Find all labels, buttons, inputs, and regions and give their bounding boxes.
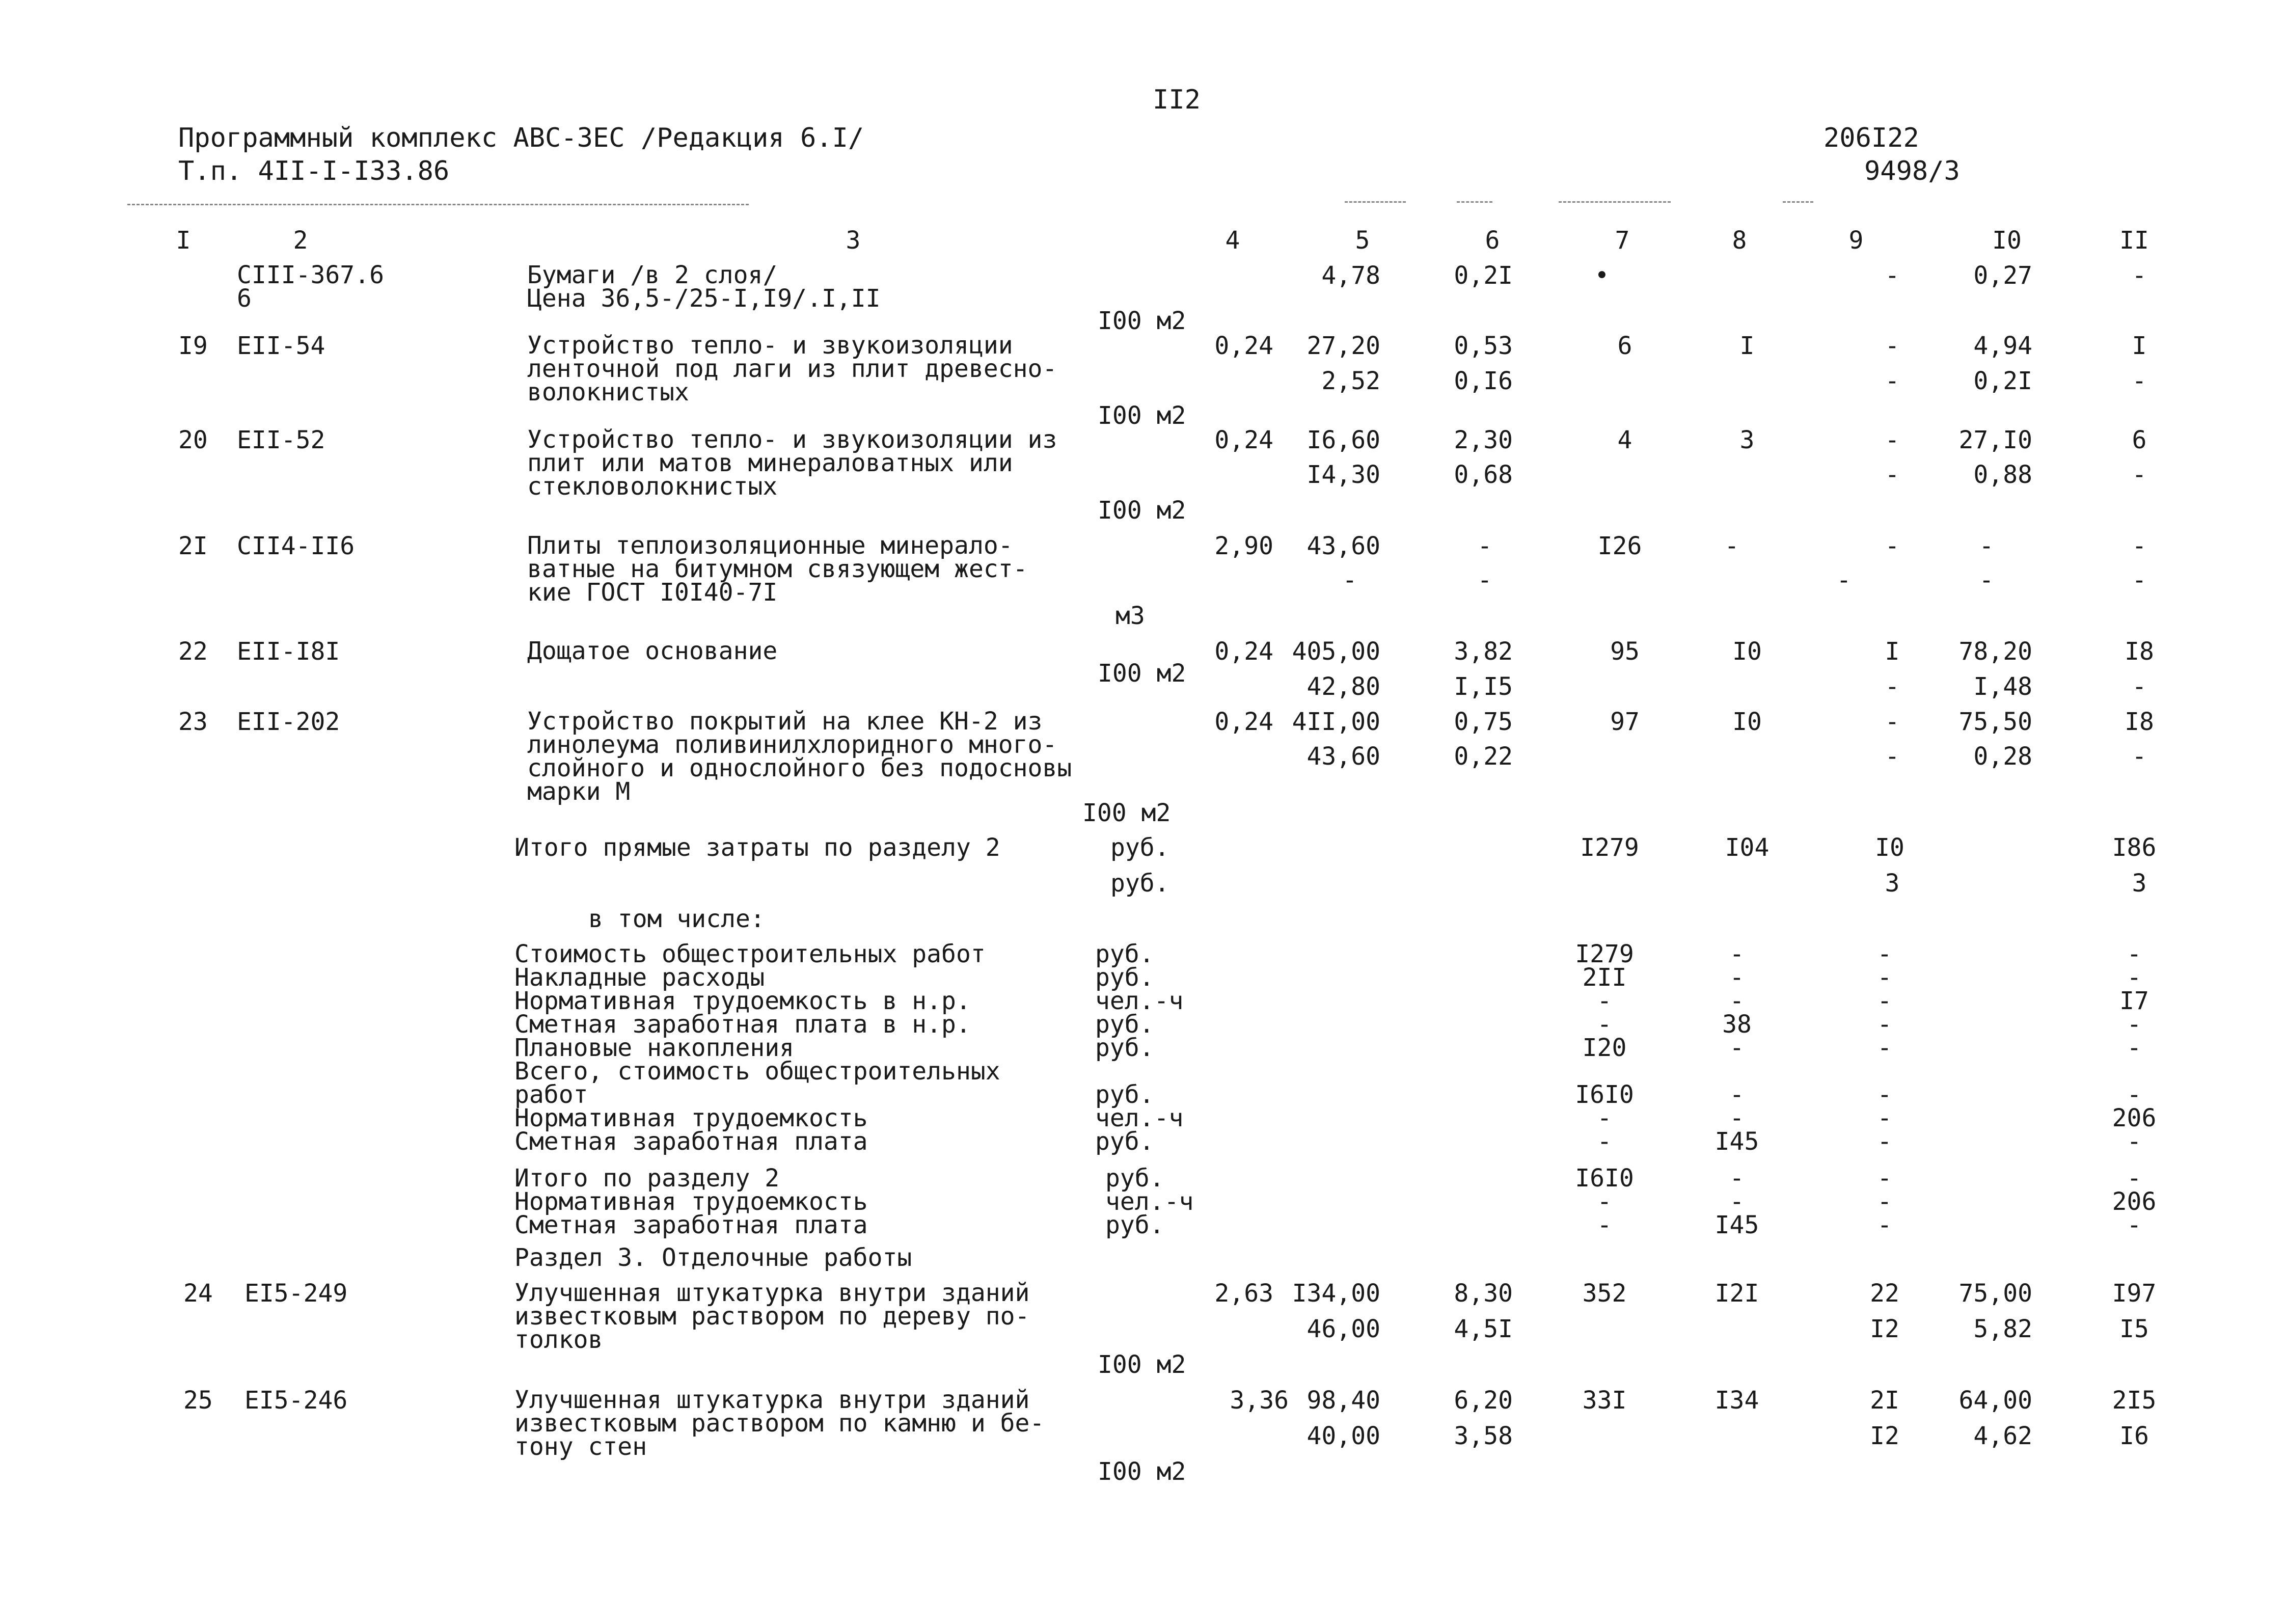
row-number: 23 xyxy=(178,708,208,736)
cell-col8: I xyxy=(1739,332,1755,360)
column-header: I0 xyxy=(1992,226,2022,255)
program-title: Программный комплекс АВС-3ЕС /Редакция 6.I/ xyxy=(178,123,864,153)
cell-col9: I2 xyxy=(1870,1422,1899,1450)
header-divider xyxy=(1345,201,1406,203)
cell-col11: - xyxy=(2132,461,2147,489)
cell-col11: - xyxy=(2132,742,2147,771)
cell-col11: I xyxy=(2132,332,2147,360)
row-code: СII4-II6 xyxy=(237,532,355,560)
row-description: Устройство покрытий на клее КН-2 из линолеума поливинилхлоридного много- слойного и однослойного без подосновы марки М xyxy=(527,707,1072,806)
itogo-col11: 3 xyxy=(2132,869,2147,898)
row-unit: I00 м2 xyxy=(1098,1457,1186,1486)
cell-col7: 4 xyxy=(1617,426,1632,454)
cell-col7: 352 xyxy=(1582,1279,1627,1308)
cell-col9: - xyxy=(1885,708,1900,736)
cell-col9: - xyxy=(1885,332,1900,360)
cell-col9: 22 xyxy=(1870,1279,1899,1308)
cell-col10: 27,I0 xyxy=(1958,426,2032,454)
cell-col11: 2I5 xyxy=(2112,1386,2157,1415)
razdel-col11: - 206 - xyxy=(2112,1164,2157,1239)
breakdown-col7: I279 2II - - I20 xyxy=(1575,940,1634,1062)
row-code: ЕII-54 xyxy=(237,332,325,360)
cell-col9: I2 xyxy=(1870,1315,1899,1343)
vsego-col8: - - I45 xyxy=(1715,1080,1759,1156)
cell-col10: 0,2I xyxy=(1973,367,2032,395)
cell-col4: 2,63 xyxy=(1214,1279,1273,1308)
row-number: 20 xyxy=(178,426,208,454)
document-code: 206I22 xyxy=(1824,123,1919,153)
cell-col9: 2I xyxy=(1870,1386,1899,1415)
itogo-col11: I86 xyxy=(2112,833,2157,862)
cell-col8: I0 xyxy=(1732,708,1762,736)
row-description: Плиты теплоизоляционные минерало- ватные на битумном связующем жест- кие ГОСТ I0I40-7I xyxy=(527,531,1028,607)
cell-col9: - xyxy=(1885,261,1900,290)
cell-col5: 4,78 xyxy=(1321,261,1380,290)
cell-col6: 3,58 xyxy=(1454,1422,1513,1450)
razdel-col7: I6I0 - - xyxy=(1575,1164,1634,1239)
row-description: Дощатое основание xyxy=(527,637,778,665)
razdel-labels: Итого по разделу 2 Нормативная трудоемкость Сметная заработная плата xyxy=(514,1164,868,1239)
row-code: СIII-367.6 6 xyxy=(237,261,384,313)
row-code: ЕI5-246 xyxy=(244,1386,348,1415)
cell-col11: - xyxy=(2132,532,2147,560)
cell-col10: 4,62 xyxy=(1973,1422,2032,1450)
cell-col7: 97 xyxy=(1610,708,1640,736)
cell-col5: 43,60 xyxy=(1307,742,1380,771)
cell-col10: 4,94 xyxy=(1973,332,2032,360)
cell-col11: I5 xyxy=(2119,1315,2149,1343)
cell-col11: I6 xyxy=(2119,1422,2149,1450)
cell-col6: 2,30 xyxy=(1454,426,1513,454)
cell-col6: 6,20 xyxy=(1454,1386,1513,1415)
row-unit: I00 м2 xyxy=(1098,401,1186,430)
cell-col5: 43,60 xyxy=(1307,532,1380,560)
cell-col11: 6 xyxy=(2132,426,2147,454)
cell-col10: 0,28 xyxy=(1973,742,2032,771)
cell-col5: 4II,00 xyxy=(1292,708,1380,736)
vsego-labels: Всего, стоимость общестроительных работ Нормативная трудоемкость Сметная заработная плата xyxy=(514,1057,1000,1156)
cell-col11: I8 xyxy=(2125,637,2154,666)
vsego-col7: I6I0 - - xyxy=(1575,1080,1634,1156)
cell-col5: 42,80 xyxy=(1307,672,1380,701)
column-header: 9 xyxy=(1848,226,1864,255)
cell-col8: I2I xyxy=(1715,1279,1759,1308)
row-number: 25 xyxy=(183,1386,213,1415)
row-code: ЕII-I8I xyxy=(237,637,340,666)
cell-col10: - xyxy=(1979,566,1994,594)
column-header: 5 xyxy=(1355,226,1370,255)
column-header: 2 xyxy=(293,226,308,255)
header-divider xyxy=(127,204,749,205)
cell-col5: I6,60 xyxy=(1307,426,1380,454)
row-description: Устройство тепло- и звукоизоляции из плит или матов минераловатных или стекловолокнистых xyxy=(527,425,1057,501)
cell-col5: 2,52 xyxy=(1321,367,1380,395)
cell-col11: - xyxy=(2132,261,2147,290)
cell-col7: 95 xyxy=(1610,637,1640,666)
vsego-col9: - - - xyxy=(1877,1080,1892,1156)
cell-col5: 405,00 xyxy=(1292,637,1380,666)
column-header: I xyxy=(176,226,191,255)
project-code: Т.п. 4II-I-I33.86 xyxy=(178,156,450,186)
column-header: 3 xyxy=(846,226,861,255)
cell-col6: - xyxy=(1477,532,1492,560)
row-unit: I00 м2 xyxy=(1098,1350,1186,1379)
breakdown-col11: - - I7 - - xyxy=(2119,940,2149,1062)
row-description: Устройство тепло- и звукоизоляции ленточной под лаги из плит древесно- волокнистых xyxy=(527,331,1057,407)
row-number: 24 xyxy=(183,1279,213,1308)
cell-col10: 64,00 xyxy=(1958,1386,2032,1415)
cell-col5: 27,20 xyxy=(1307,332,1380,360)
cell-col6: 0,2I xyxy=(1454,261,1513,290)
row-description: Улучшенная штукатурка внутри зданий известковым раствором по камню и бе- тону стен xyxy=(514,1386,1045,1461)
v-tom-chisle: в том числе: xyxy=(588,905,765,933)
cell-col9: - xyxy=(1885,426,1900,454)
cell-col4: 0,24 xyxy=(1214,708,1273,736)
cell-col4: 0,24 xyxy=(1214,426,1273,454)
cell-col4: 2,90 xyxy=(1214,532,1273,560)
cell-col8: I34 xyxy=(1715,1386,1759,1415)
document-number: 9498/3 xyxy=(1864,156,1960,186)
column-header: 4 xyxy=(1225,226,1240,255)
cell-col11: - xyxy=(2132,566,2147,594)
cell-col5: I4,30 xyxy=(1307,461,1380,489)
cell-col10: 0,27 xyxy=(1973,261,2032,290)
cell-col11: I8 xyxy=(2125,708,2154,736)
row-unit: м3 xyxy=(1115,602,1145,630)
cell-col11: - xyxy=(2132,672,2147,701)
cell-col10: 78,20 xyxy=(1958,637,2032,666)
row-unit: I00 м2 xyxy=(1098,659,1186,688)
cell-col4: 3,36 xyxy=(1230,1386,1289,1415)
cell-col10: I,48 xyxy=(1973,672,2032,701)
cell-col9: - xyxy=(1885,367,1900,395)
cell-col9: - xyxy=(1885,742,1900,771)
cell-col6: 8,30 xyxy=(1454,1279,1513,1308)
column-header: 8 xyxy=(1732,226,1747,255)
row-number: 22 xyxy=(178,637,208,666)
breakdown-col8: - - - 38 - xyxy=(1722,940,1752,1062)
cell-col9: - xyxy=(1885,672,1900,701)
row-description: Бумаги /в 2 слоя/ Цена 36,5-/25-I,I9/.I,II xyxy=(527,261,881,313)
cell-col8: I0 xyxy=(1732,637,1762,666)
row-unit: I00 м2 xyxy=(1098,307,1186,335)
cell-col6: 0,53 xyxy=(1454,332,1513,360)
razdel-units: руб. чел.-ч руб. xyxy=(1105,1164,1194,1239)
itogo-unit: руб. xyxy=(1110,869,1169,898)
cell-col6: - xyxy=(1477,566,1492,594)
itogo-col9: I0 xyxy=(1875,833,1904,862)
page-number: II2 xyxy=(1153,85,1201,115)
cell-col7: I26 xyxy=(1597,532,1642,560)
cell-col9: - xyxy=(1885,532,1900,560)
itogo-unit: руб. xyxy=(1110,833,1169,862)
cell-col8: - xyxy=(1724,532,1739,560)
cell-col8: 3 xyxy=(1739,426,1755,454)
header-divider xyxy=(1783,201,1813,203)
header-divider xyxy=(1457,201,1492,203)
razdel-col8: - - I45 xyxy=(1715,1164,1759,1239)
itogo-col8: I04 xyxy=(1725,833,1770,862)
row-code: ЕII-52 xyxy=(237,426,325,454)
row-code: ЕII-202 xyxy=(237,708,340,736)
row-number: 2I xyxy=(178,532,208,560)
cell-col6: 0,68 xyxy=(1454,461,1513,489)
cell-col11: I97 xyxy=(2112,1279,2157,1308)
column-header: 6 xyxy=(1485,226,1500,255)
cell-col5: 40,00 xyxy=(1307,1422,1380,1450)
cell-col6: 3,82 xyxy=(1454,637,1513,666)
cell-col6: I,I5 xyxy=(1454,672,1513,701)
row-unit: I00 м2 xyxy=(1098,496,1186,525)
cell-col6: 0,I6 xyxy=(1454,367,1513,395)
cell-col6: 0,22 xyxy=(1454,742,1513,771)
razdel-col9: - - - xyxy=(1877,1164,1892,1239)
breakdown-labels: Стоимость общестроительных работ Накладные расходы Нормативная трудоемкость в н.р. Сметная заработная плата в н.р. Плановые накопления xyxy=(514,940,986,1062)
cell-col4: 0,24 xyxy=(1214,332,1273,360)
cell-col10: 5,82 xyxy=(1973,1315,2032,1343)
cell-col7: • xyxy=(1594,261,1610,290)
cell-col9: I xyxy=(1885,637,1900,666)
cell-col9: - xyxy=(1885,461,1900,489)
cell-col6: 4,5I xyxy=(1454,1315,1513,1343)
cell-col5: 98,40 xyxy=(1307,1386,1380,1415)
itogo-label: Итого прямые затраты по разделу 2 xyxy=(514,833,1000,862)
vsego-col11: - 206 - xyxy=(2112,1080,2157,1156)
cell-col10: 0,88 xyxy=(1973,461,2032,489)
row-unit: I00 м2 xyxy=(1082,799,1171,827)
column-header: 7 xyxy=(1615,226,1630,255)
itogo-col7: I279 xyxy=(1580,833,1639,862)
cell-col7: 6 xyxy=(1617,332,1632,360)
row-number: I9 xyxy=(178,332,208,360)
cell-col11: - xyxy=(2132,367,2147,395)
header-divider xyxy=(1559,201,1671,203)
row-code: ЕI5-249 xyxy=(244,1279,348,1308)
cell-col4: 0,24 xyxy=(1214,637,1273,666)
vsego-units: руб. чел.-ч руб. xyxy=(1095,1080,1184,1156)
column-header: II xyxy=(2119,226,2149,255)
breakdown-units: руб. руб. чел.-ч руб. руб. xyxy=(1095,940,1184,1062)
cell-col10: 75,00 xyxy=(1958,1279,2032,1308)
breakdown-col9: - - - - - xyxy=(1877,940,1892,1062)
cell-col10: - xyxy=(1979,532,1994,560)
cell-col10: 75,50 xyxy=(1958,708,2032,736)
cell-col6: 0,75 xyxy=(1454,708,1513,736)
cell-col5: 46,00 xyxy=(1307,1315,1380,1343)
row-description: Улучшенная штукатурка внутри зданий известковым раствором по дереву по- толков xyxy=(514,1279,1030,1354)
cell-col5: - xyxy=(1342,566,1357,594)
section3-title: Раздел 3. Отделочные работы xyxy=(514,1243,912,1272)
cell-col7: 33I xyxy=(1582,1386,1627,1415)
itogo-col9: 3 xyxy=(1885,869,1900,898)
cell-col5: I34,00 xyxy=(1292,1279,1380,1308)
cell-col9: - xyxy=(1836,566,1852,594)
